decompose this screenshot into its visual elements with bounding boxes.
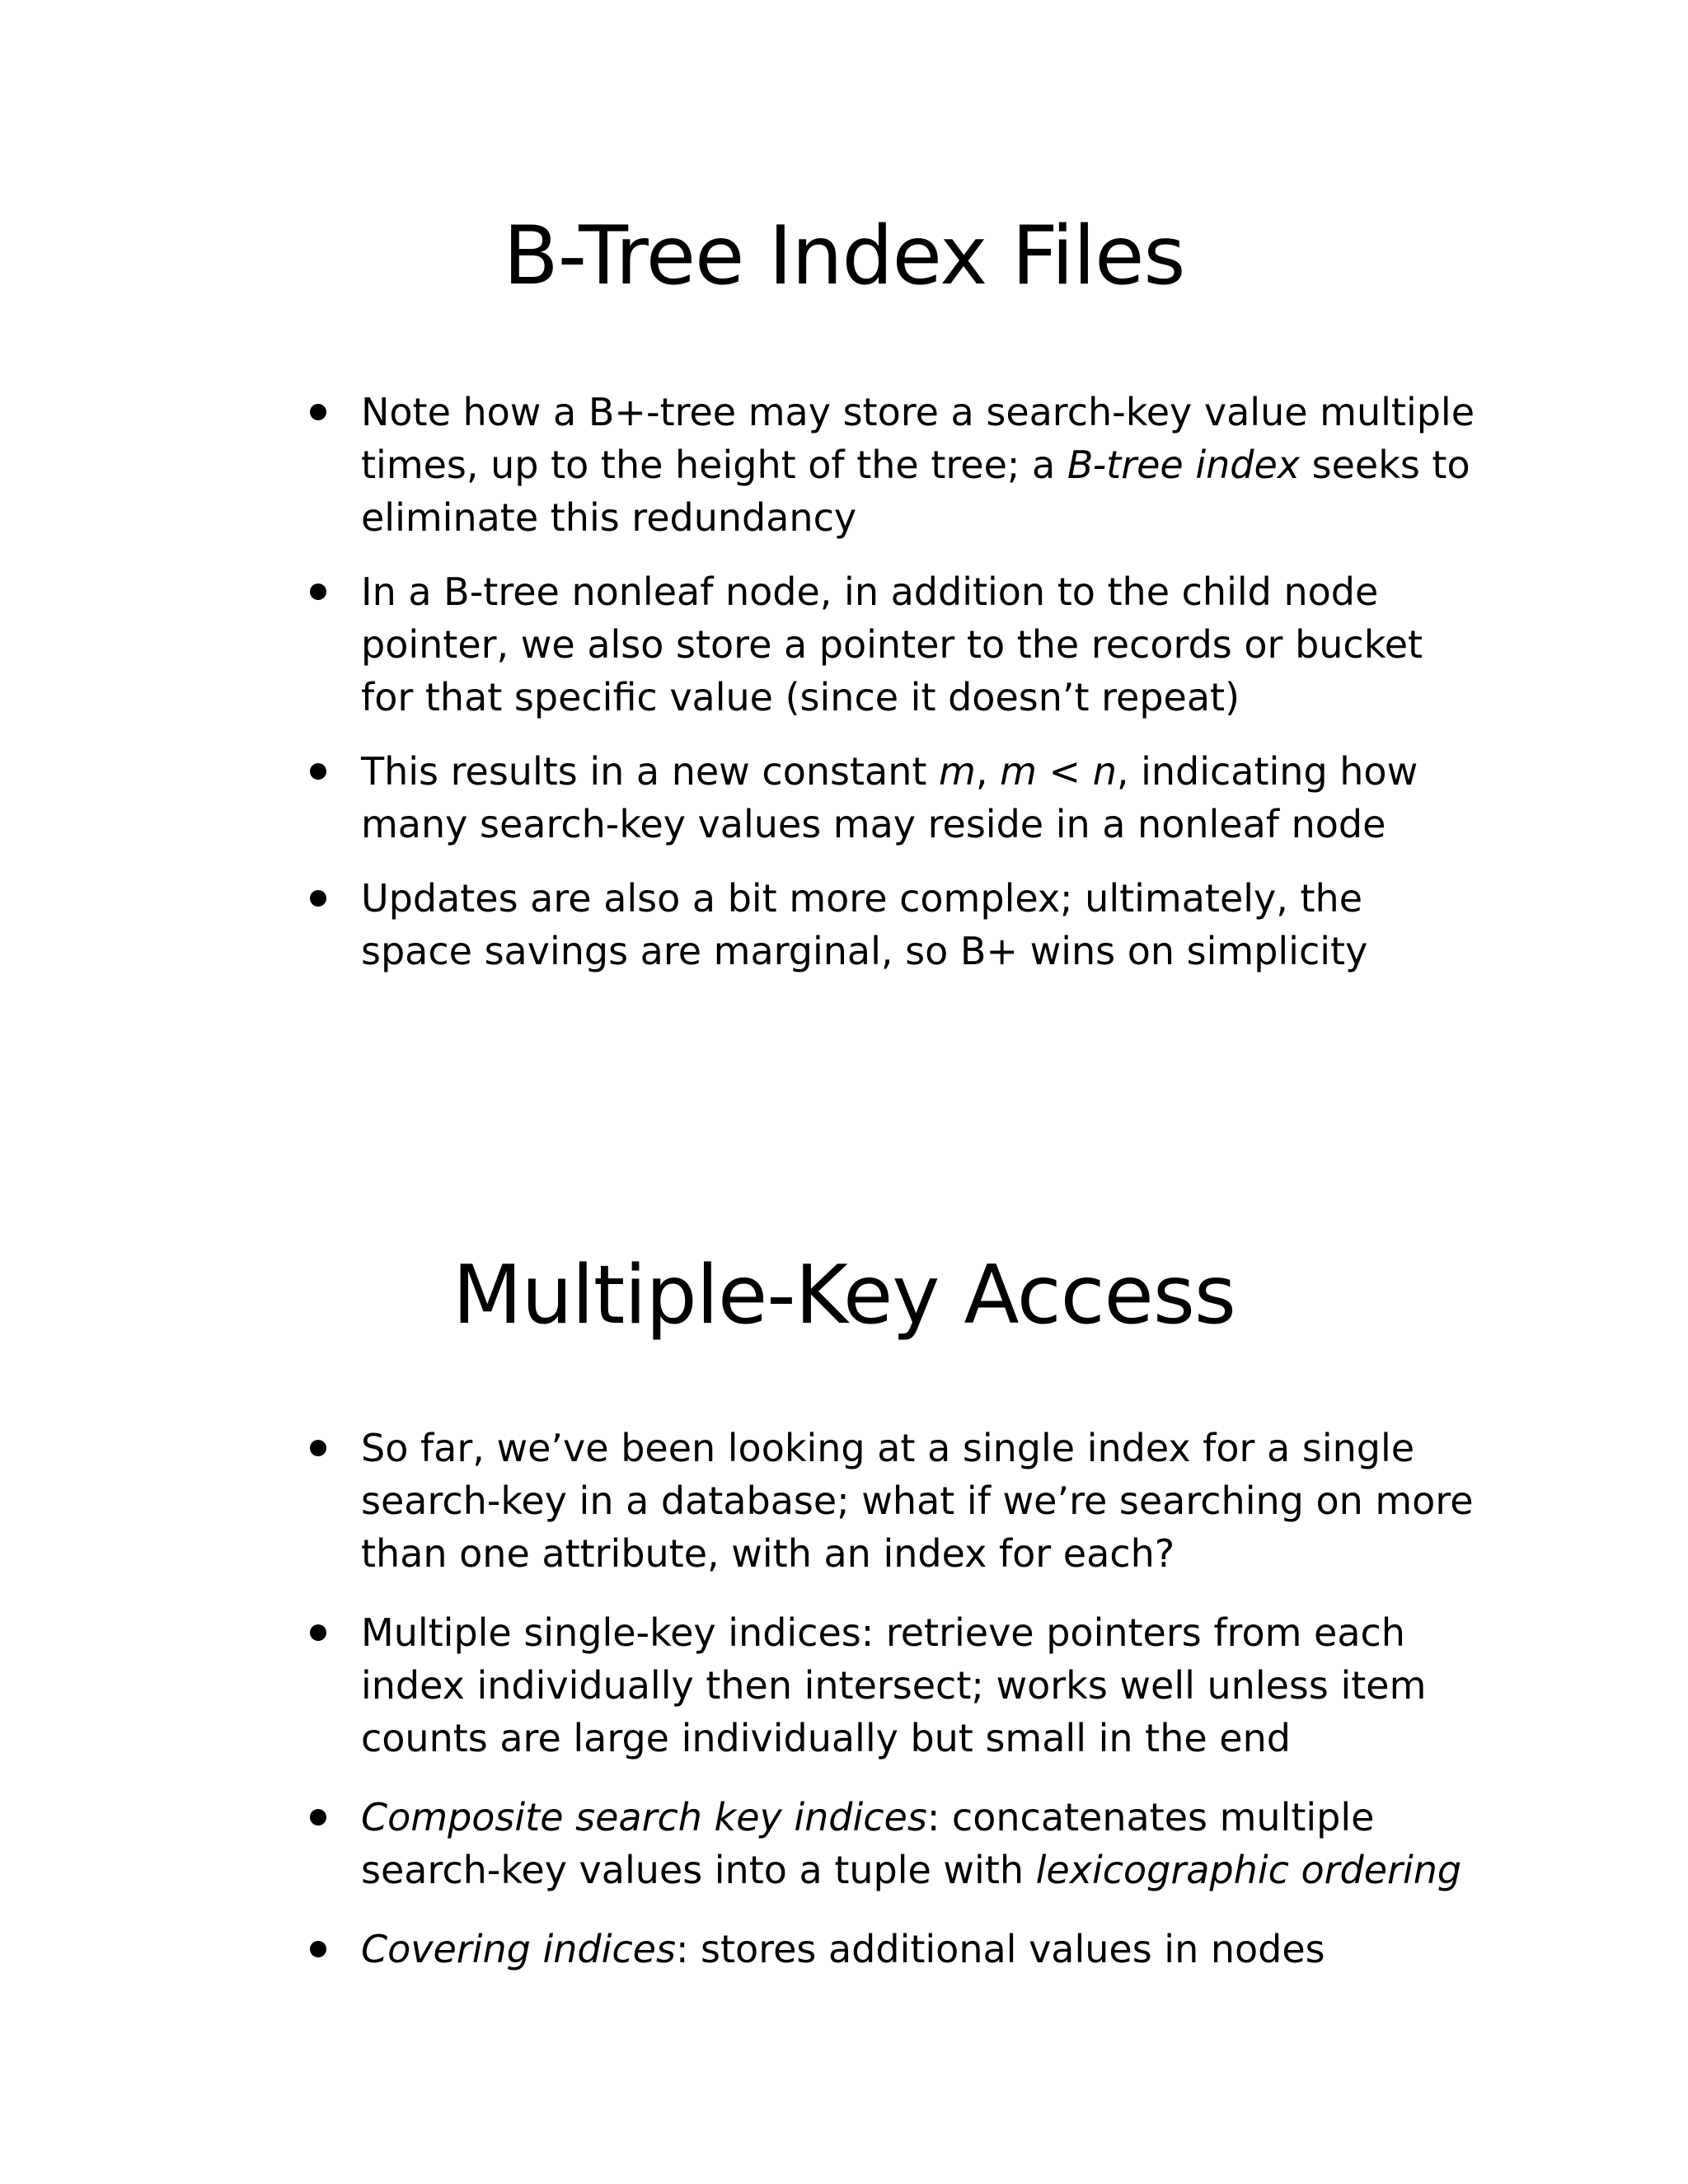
italic-text-run: n	[1092, 749, 1117, 794]
text-run: : concatenates multiple search-key values into a tuple with	[361, 1795, 1375, 1892]
text-run: Updates are also a bit more complex; ultimately, the space savings are marginal, so B+ wins on simplicity	[361, 876, 1368, 973]
bullet-text	[361, 872, 1484, 977]
bullet-item	[305, 1923, 1484, 1975]
bullet-item	[305, 1606, 1484, 1765]
bullet-item	[305, 1791, 1484, 1896]
slide-title: Multiple-Key Access	[452, 1249, 1236, 1343]
bullet-text	[361, 1923, 1484, 1975]
text-run: This results in a new constant	[361, 749, 940, 794]
text-run: Note how a B+-tree may store a search-key value multiple times, up to the height of the tree; a	[361, 390, 1475, 487]
text-run: seeks to eliminate this redundancy	[361, 443, 1470, 540]
text-run: ,	[975, 749, 1001, 794]
italic-text-run: lexicographic ordering	[1035, 1848, 1462, 1892]
bullet-text	[361, 1791, 1484, 1896]
italic-text-run: m	[939, 749, 976, 794]
bullet-item	[305, 745, 1484, 851]
text-run: Multiple single-key indices: retrieve pointers from each index individually then intersect; works well unless item counts are large individually but small in the end	[361, 1610, 1427, 1760]
text-run: In a B-tree nonleaf node, in addition to the child node pointer, we also store a pointer to the records or bucket for that specific value (since it doesn’t repeat)	[361, 569, 1423, 719]
bullet-text	[361, 745, 1484, 851]
bullet-text	[361, 1422, 1484, 1580]
bullet-icon	[310, 404, 326, 420]
bullet-icon	[310, 890, 326, 907]
bullet-item	[305, 565, 1484, 724]
italic-text-run: B-tree index	[1067, 443, 1301, 487]
bullet-list	[305, 1422, 1484, 2002]
text-run: , indicating how many search-key values may reside in a nonleaf node	[361, 749, 1418, 846]
bullet-list	[305, 386, 1484, 999]
bullet-item	[305, 386, 1484, 544]
bullet-icon	[310, 583, 326, 600]
bullet-icon	[310, 1941, 326, 1957]
bullet-item	[305, 872, 1484, 977]
bullet-text	[361, 1606, 1484, 1765]
text-run: So far, we’ve been looking at a single index for a single search-key in a database; what if we’re searching on more than one attribute, with an index for each?	[361, 1426, 1474, 1576]
text-run: <	[1036, 749, 1093, 794]
bullet-icon	[310, 1809, 326, 1825]
italic-text-run: Covering indices	[361, 1927, 676, 1971]
italic-text-run: Composite search key indices	[361, 1795, 927, 1840]
bullet-item	[305, 1422, 1484, 1580]
slide-multiple-key-access	[0, 1092, 1688, 2184]
bullet-text	[361, 565, 1484, 724]
slide-title: B-Tree Index Files	[503, 209, 1185, 303]
bullet-icon	[310, 763, 326, 780]
bullet-text	[361, 386, 1484, 544]
bullet-icon	[310, 1624, 326, 1641]
bullet-icon	[310, 1440, 326, 1456]
italic-text-run: m	[1000, 749, 1037, 794]
text-run: : stores additional values in nodes	[675, 1927, 1325, 1971]
